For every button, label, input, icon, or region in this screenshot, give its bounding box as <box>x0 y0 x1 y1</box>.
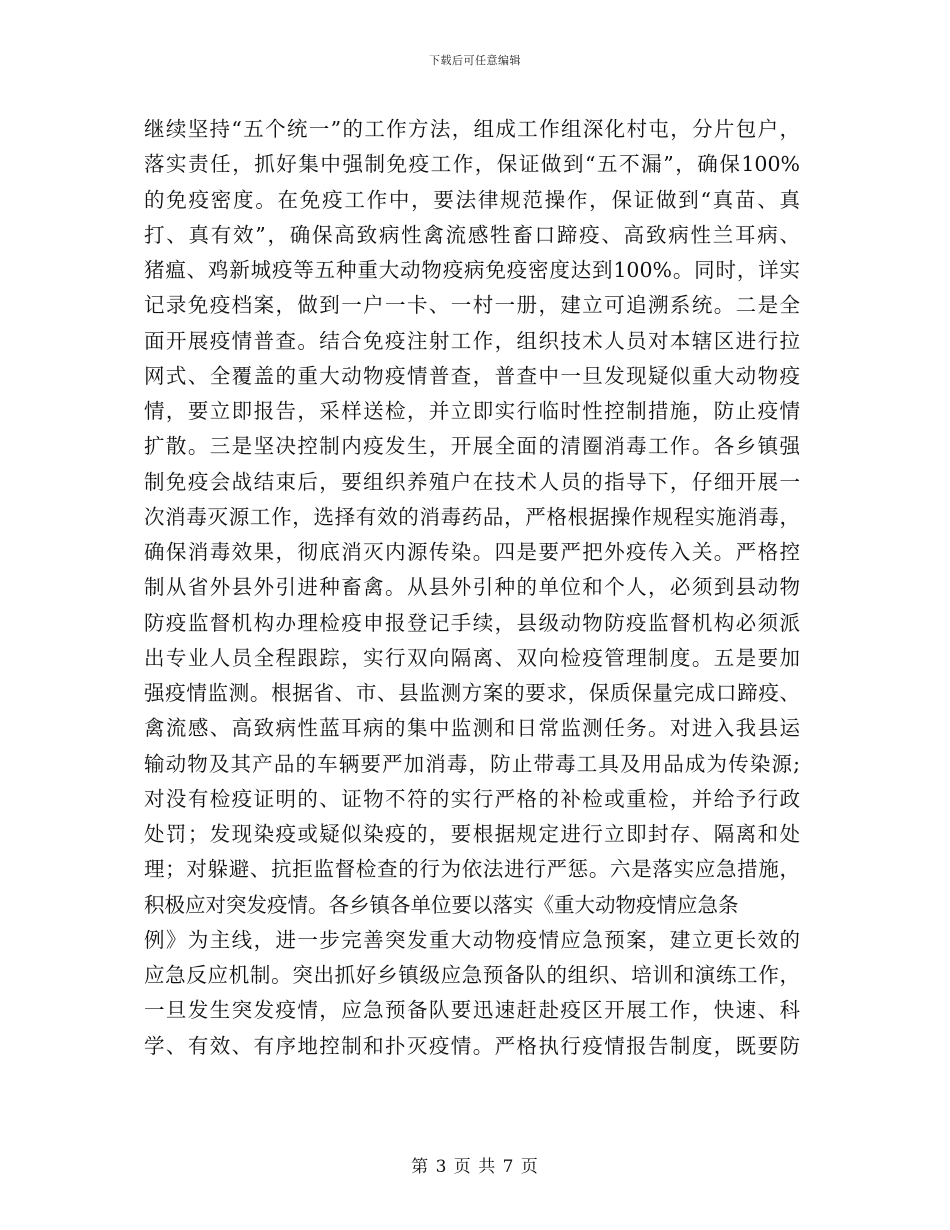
text-line-11: 制免疫会战结束后，要组织养殖户在技术人员的指导下，仔细开展一 <box>144 469 800 494</box>
text-line-25: 应急反应机制。突出抓好乡镇级应急预备队的组织、培训和演练工作， <box>144 963 800 987</box>
text-line-7: 面开展疫情普查。结合免疫注射工作，组织技术人员对本辖区进行拉 <box>144 328 800 353</box>
text-line-21: 处罚；发现染疫或疑似染疫的，要根据规定进行立即封存、隔离和处 <box>144 822 800 846</box>
page-header: 下载后可任意编辑 <box>429 54 521 67</box>
text-line-17: 强疫情监测。根据省、市、县监测方案的要求，保质保量完成口蹄疫、 <box>144 681 800 705</box>
text-line-13: 确保消毒效果，彻底消灭内源传染。四是要严把外疫传入关。严格控 <box>144 540 800 564</box>
text-line-27: 学、有效、有序地控制和扑灭疫情。严格执行疫情报告制度，既要防 <box>144 1033 800 1058</box>
text-line-14: 制从省外县外引进种畜禽。从县外引种的单位和个人，必须到县动物 <box>144 575 800 600</box>
text-line-5: 猪瘟、鸡新城疫等五种重大动物疫病免疫密度达到100%。同时，详实 <box>144 258 800 282</box>
text-line-16: 出专业人员全程跟踪，实行双向隔离、双向检疫管理制度。五是要加 <box>144 645 800 670</box>
text-line-2: 落实责任，抓好集中强制免疫工作，保证做到“五不漏”，确保100% <box>144 152 800 177</box>
text-line-24: 例》为主线，进一步完善突发重大动物疫情应急预案，建立更长效的 <box>144 927 800 952</box>
text-line-4: 打、真有效”，确保高致病性禽流感牲畜口蹄疫、高致病性兰耳病、 <box>144 222 800 247</box>
text-line-12: 次消毒灭源工作，选择有效的消毒药品，严格根据操作规程实施消毒， <box>144 504 800 529</box>
text-line-26: 一旦发生突发疫情，应急预备队要迅速赶赴疫区开展工作，快速、科 <box>144 998 800 1023</box>
text-line-18: 禽流感、高致病性蓝耳病的集中监测和日常监测任务。对进入我县运 <box>144 716 800 741</box>
text-line-3: 的免疫密度。在免疫工作中，要法律规范操作，保证做到“真苗、真 <box>144 187 800 212</box>
text-line-1: 继续坚持“五个统一”的工作方法，组成工作组深化村屯，分片包户， <box>144 117 800 141</box>
text-line-6: 记录免疫档案，做到一户一卡、一村一册，建立可追溯系统。二是全 <box>144 293 800 318</box>
text-line-20: 对没有检疫证明的、证物不符的实行严格的补检或重检，并给予行政 <box>144 786 800 811</box>
text-line-23: 积极应对突发疫情。各乡镇各单位要以落实《重大动物疫情应急条 <box>144 892 739 917</box>
document-body <box>144 112 800 1064</box>
text-line-22: 理；对躲避、抗拒监督检查的行为依法进行严惩。六是落实应急措施， <box>144 857 800 882</box>
text-line-8: 网式、全覆盖的重大动物疫情普查，普查中一旦发现疑似重大动物疫 <box>144 363 800 388</box>
text-line-19: 输动物及其产品的车辆要严加消毒，防止带毒工具及用品成为传染源; <box>144 751 800 776</box>
text-line-10: 扩散。三是坚决控制内疫发生，开展全面的清圈消毒工作。各乡镇强 <box>144 434 800 459</box>
text-line-15: 防疫监督机构办理检疫申报登记手续，县级动物防疫监督机构必须派 <box>144 610 800 635</box>
text-line-9: 情，要立即报告，采样送检，并立即实行临时性控制措施，防止疫情 <box>144 399 800 423</box>
page-footer: 第 3 页 共 7 页 <box>411 1157 539 1177</box>
